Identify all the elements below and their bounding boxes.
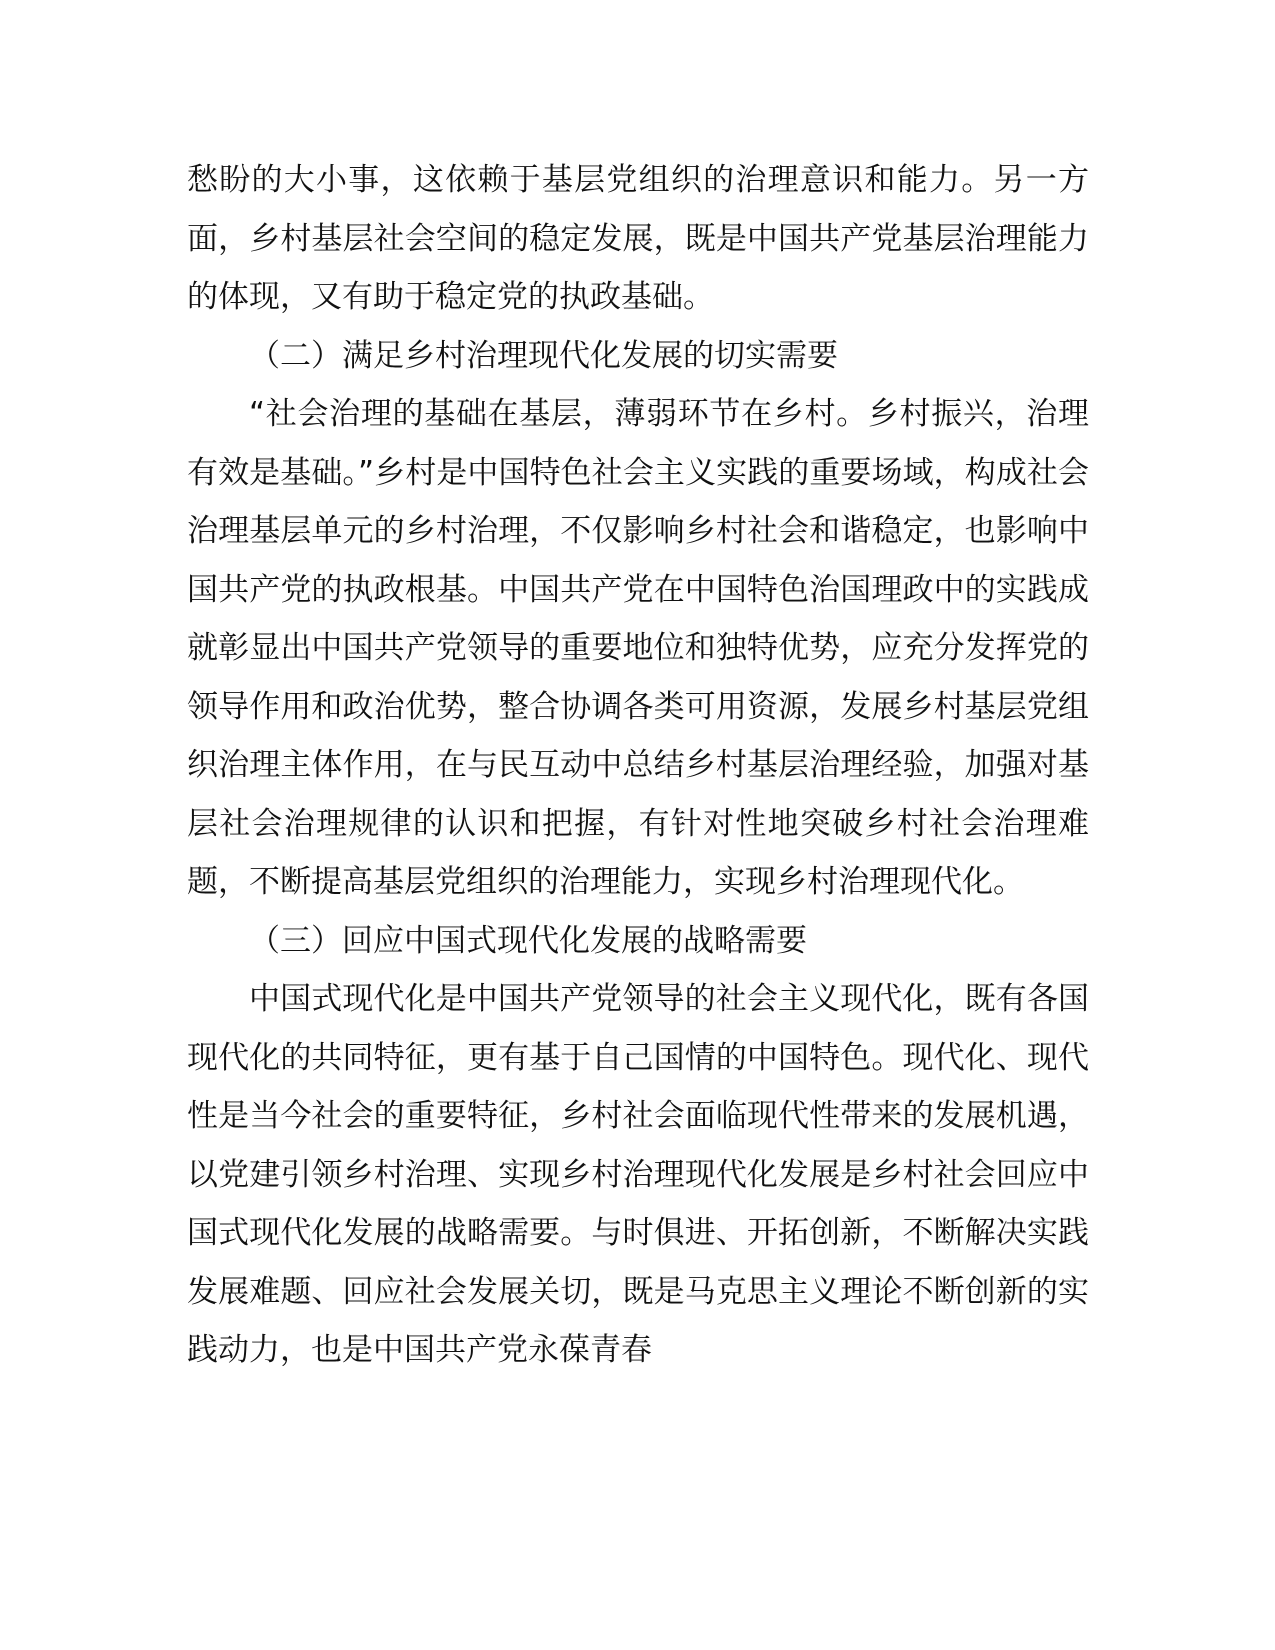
document-body — [187, 151, 1089, 1380]
section-heading-rural-governance: （二）满足乡村治理现代化发展的切实需要 — [249, 337, 838, 374]
paragraph-governance-basis: 愁盼的大小事，这依赖于基层党组织的治理意识和能力。另一方面，乡村基层社会空间的稳定发展，既是中国共产党基层治理能力的体现，又有助于稳定党的执政基础。 — [187, 162, 1089, 315]
section-heading-modernization: （三）回应中国式现代化发展的战略需要 — [249, 922, 807, 959]
paragraph-modernization: 中国式现代化是中国共产党领导的社会主义现代化，既有各国现代化的共同特征，更有基于自己国情的中国特色。现代化、现代性是当今社会的重要特征，乡村社会面临现代性带来的发展机遇，以党建引领乡村治理、实现乡村治理现代化发展是乡村社会回应中国式现代化发展的战略需要。与时俱进、开拓创新，不断解决实践发展难题、回应社会发展关切，既是马克思主义理论不断创新的实践动力，也是中国共产党永葆青春 — [187, 981, 1089, 1368]
paragraph-rural-governance: “社会治理的基础在基层，薄弱环节在乡村。乡村振兴，治理有效是基础。”乡村是中国特色社会主义实践的重要场域，构成社会治理基层单元的乡村治理，不仅影响乡村社会和谐稳定，也影响中国共产党的执政根基。中国共产党在中国特色治国理政中的实践成就彰显出中国共产党领导的重要地位和独特优势，应充分发挥党的领导作用和政治优势，整合协调各类可用资源，发展乡村基层党组织治理主体作用，在与民互动中总结乡村基层治理经验，加强对基层社会治理规律的认识和把握，有针对性地突破乡村社会治理难题，不断提高基层党组织的治理能力，实现乡村治理现代化。 — [187, 396, 1089, 900]
